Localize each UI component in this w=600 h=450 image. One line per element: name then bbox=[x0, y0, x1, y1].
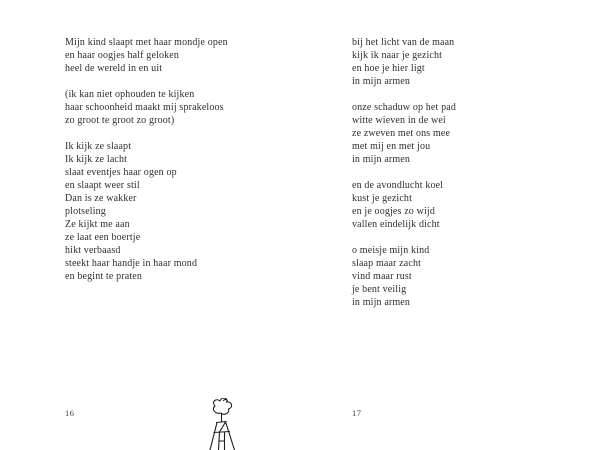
poem-line: met mij en met jou bbox=[352, 141, 431, 152]
illustration bbox=[203, 398, 245, 450]
poem-left-page bbox=[65, 36, 295, 296]
poem-line: steekt haar handje in haar mond bbox=[65, 258, 198, 269]
stanza bbox=[352, 101, 562, 166]
poem-line: Ik kijk ze slaapt bbox=[65, 141, 132, 152]
poem-line: en haar oogjes half geloken bbox=[65, 50, 180, 61]
poem-line: Dan is ze wakker bbox=[65, 193, 137, 204]
poem-line: vallen eindelijk dicht bbox=[352, 219, 440, 230]
poem-line: vind maar rust bbox=[352, 271, 412, 282]
poem-line: Ze kijkt me aan bbox=[65, 219, 130, 230]
poem-line: slaat eventjes haar ogen op bbox=[65, 167, 177, 178]
poem-line: en slaapt weer stil bbox=[65, 180, 140, 191]
poem-line: heel de wereld in en uit bbox=[65, 63, 163, 74]
stanza bbox=[65, 36, 295, 75]
poem-line: witte wieven in de wei bbox=[352, 115, 446, 126]
poem-right-page bbox=[352, 36, 562, 322]
poem-line: en de avondlucht koel bbox=[352, 180, 444, 191]
poem-line: in mijn armen bbox=[352, 297, 411, 308]
poem-line: Ik kijk ze lacht bbox=[65, 154, 128, 165]
poem-line: en je oogjes zo wijd bbox=[352, 206, 435, 217]
poem-line: slaap maar zacht bbox=[352, 258, 422, 269]
poem-line: o meisje mijn kind bbox=[352, 245, 430, 256]
stanza bbox=[352, 244, 562, 309]
poem-line: ze zweven met ons mee bbox=[352, 128, 451, 139]
poem-line: hikt verbaasd bbox=[65, 245, 121, 256]
page-number-left: 16 bbox=[65, 408, 75, 418]
poem-line: kust je gezicht bbox=[352, 193, 413, 204]
flower-ladder-doodle-icon bbox=[203, 398, 245, 450]
poem-line: en hoe je hier ligt bbox=[352, 63, 425, 74]
poem-line: (ik kan niet ophouden te kijken bbox=[65, 89, 195, 100]
poem-line: haar schoonheid maakt mij sprakeloos bbox=[65, 102, 224, 113]
poem-line: onze schaduw op het pad bbox=[352, 102, 456, 113]
poem-line: zo groot te groot zo groot) bbox=[65, 115, 175, 126]
page-number-right: 17 bbox=[352, 408, 362, 418]
poem-line: je bent veilig bbox=[352, 284, 407, 295]
poem-line: plotseling bbox=[65, 206, 106, 217]
stanza bbox=[65, 140, 295, 283]
stanza bbox=[65, 88, 295, 127]
poem-line: bij het licht van de maan bbox=[352, 37, 455, 48]
poem-line: en begint te praten bbox=[65, 271, 142, 282]
stanza bbox=[352, 179, 562, 231]
stanza bbox=[352, 36, 562, 88]
poem-line: in mijn armen bbox=[352, 154, 411, 165]
poem-line: ze laat een boertje bbox=[65, 232, 141, 243]
poem-line: in mijn armen bbox=[352, 76, 411, 87]
poem-line: kijk ik naar je gezicht bbox=[352, 50, 443, 61]
poem-line: Mijn kind slaapt met haar mondje open bbox=[65, 37, 228, 48]
